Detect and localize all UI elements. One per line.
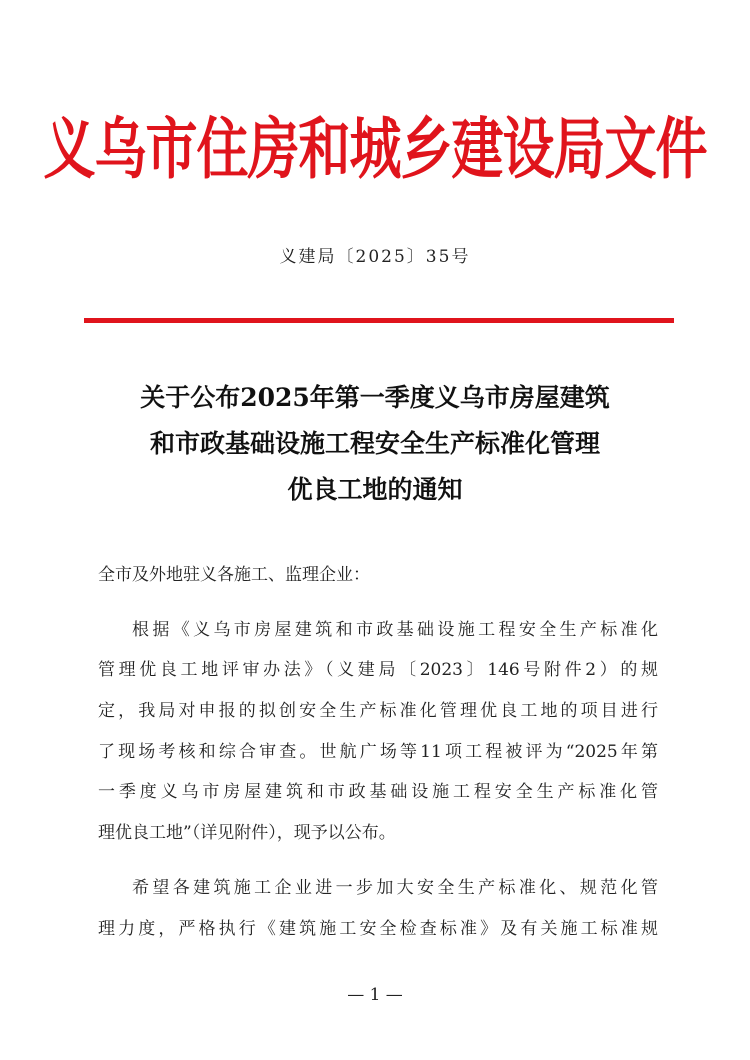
red-divider-line: [84, 318, 674, 323]
paragraph-line: 一季度义乌市房屋建筑和市政基础设施工程安全生产标准化管: [98, 782, 658, 803]
paragraph-line: 希望各建筑施工企业进一步加大安全生产标准化、规范化管: [132, 877, 658, 898]
agency-header-title: 义乌市住房和城乡建设局文件: [43, 111, 707, 189]
notice-title-line: 优良工地的通知: [287, 475, 463, 504]
page-number: — 1 —: [347, 985, 403, 1005]
paragraph-line: 根据《义乌市房屋建筑和市政基础设施工程安全生产标准化: [132, 619, 658, 640]
notice-title-line: 关于公布2025年第一季度义乌市房屋建筑: [140, 383, 610, 412]
notice-title-line: 和市政基础设施工程安全生产标准化管理: [149, 429, 600, 458]
addressee: 全市及外地驻义各施工、监理企业：: [98, 565, 370, 585]
paragraph-line: 理力度，严格执行《建筑施工安全检查标准》及有关施工标准规: [98, 918, 658, 939]
paragraph-line: 理优良工地”（详见附件），现予以公布。: [98, 823, 396, 844]
document-number: 义建局〔2025〕35号: [279, 247, 471, 267]
notice-title: [0, 375, 750, 513]
paragraph-2: [98, 868, 658, 949]
paragraph-line: 了现场考核和综合审查。世航广场等11项工程被评为“2025年第: [98, 741, 658, 762]
notice-body: [98, 555, 658, 949]
paragraph-line: 管理优良工地评审办法》（义建局〔2023〕146号附件2）的规: [98, 660, 658, 681]
paragraph-1: [98, 610, 658, 854]
paragraph-line: 定，我局对申报的拟创安全生产标准化管理优良工地的项目进行: [98, 701, 658, 722]
